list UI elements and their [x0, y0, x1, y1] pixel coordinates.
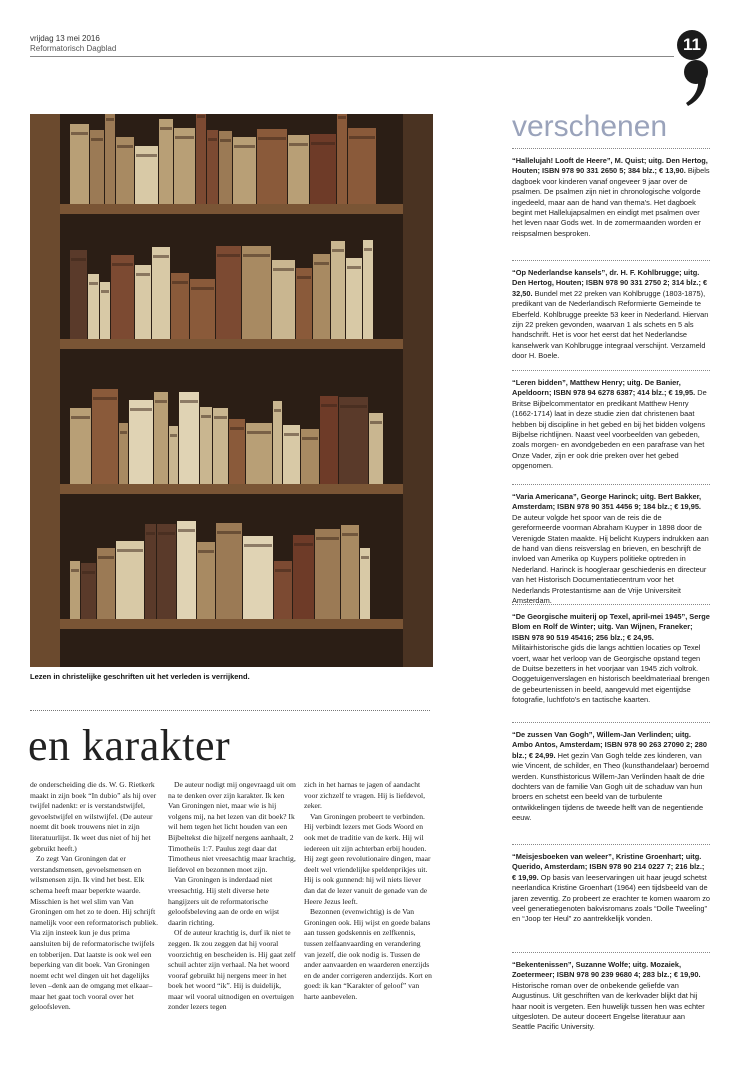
book-entry-body: Bijbels dagboek voor kinderen vanaf ongeveer 9 jaar over de psalmen. De psalmen zijn niet in chronologische volgorde ingedeeld, maar aan de hand van thema's. Het dagboek begint met Hallelujapsalmen en eindigt met psalmen over het leven naar Gods wet. In de zomermaanden worden er reispsalmen besproken.	[512, 166, 710, 238]
entry-divider	[512, 370, 710, 371]
book-spine	[257, 129, 287, 204]
issue-date: vrijdag 13 mei 2016	[30, 34, 100, 43]
book-entry-body: Het gezin Van Gogh telde zes kinderen, van wie Vincent, de schilder, en Theo (kunsthandelaar) beroemd werden. Kunsthistoricus Willem-Jan Verlinden haalt de drie dochters van de familie Van Gogh uit de schaduw van hun broers en schetst een beeld van de turbulente ontwikkelingen tijdens de tweede helft van de negentiende eeuw.	[512, 750, 709, 823]
book-spine	[337, 114, 347, 204]
book-spine	[129, 400, 153, 484]
article-paragraph: Of de auteur krachtig is, durf ik niet te zeggen. Ik zou zeggen dat hij vooral voorzichtig en bescheiden is. Hij gaat zelf schuil achter zijn verhaal. Na het woord vooraf gebruikt hij nergens meer in het boek het woord “ik”. Hij is duidelijk, maar wil vooral uitnodigen en overtuigen zonder lezers tegen	[168, 928, 296, 1012]
page-number: 11	[677, 30, 707, 60]
section-title: verschenen	[512, 110, 668, 143]
book-spine	[145, 524, 156, 619]
book-entry	[512, 378, 710, 472]
article-paragraph: Van Groningen is inderdaad niet vreesachtig. Hij stelt diverse hete hangijzers uit de reformatorische geloofsbeleving aan de orde en wijst daarin richting.	[168, 875, 280, 927]
book-spine	[196, 114, 206, 204]
book-spine	[207, 130, 218, 204]
book-entry	[512, 612, 710, 706]
entry-divider	[512, 604, 710, 605]
book-spine	[92, 389, 118, 484]
article-column-1	[30, 780, 158, 1013]
entry-divider	[512, 260, 710, 261]
book-spine	[339, 397, 368, 484]
article-paragraph: de onderscheiding die ds. W. G. Rietkerk maakt in zijn boek “In dubio” als hij over twijfel nadenkt: er is verstandstwijfel, gevoelstwijfel en wilstwijfel. (De auteur noemt dit boek trouwens niet in zijn literatuurlijst. Ik weet dus niet of hij het gebruikt heeft.)	[30, 780, 157, 853]
book-entry-title: “De Georgische muiterij op Texel, april-mei 1945”, Serge Blom en Rolf de Winter; uitg. Van Wijnen, Franeker; ISBN 978 90 519 45416; 256 blz.; € 24,95.	[512, 612, 710, 642]
book-entry	[512, 960, 710, 1033]
book-spine	[293, 535, 314, 619]
article-top-rule	[30, 710, 430, 711]
book-entry-body: Militairhistorische gids die langs achttien locaties op Texel voert, waar het verloop van de Georgische opstand tegen de Duitse bezetters in het voorjaar van 1945 zich voltrok. Ooggetuigenverslagen en historisch beeldmateriaal brengen de gebeurtenissen in beeld, aangevuld met eigentijdse fotografie, luchtfoto's en tactische kaarten.	[512, 643, 710, 705]
book-spine	[90, 130, 104, 204]
book-spine	[116, 541, 144, 619]
entry-divider	[512, 844, 710, 845]
book-spine	[315, 529, 340, 619]
book-spine	[177, 521, 196, 619]
book-entry-title: “Bekentenissen”, Suzanne Wolfe; uitg. Mozaiek, Zoetermeer; ISBN 978 90 239 9680 4; 283 blz.; € 19,90.	[512, 960, 701, 980]
book-entry-title: “De zussen Van Gogh”, Willem-Jan Verlinden; uitg. Ambo Antos, Amsterdam; ISBN 978 90 263 27090 2; 280 blz.; € 24,99.	[512, 730, 707, 760]
photo-caption: Lezen in christelijke geschriften uit het verleden is verrijkend.	[30, 672, 250, 681]
book-spine	[363, 240, 373, 339]
article-paragraph: Bezonnen (evenwichtig) is de Van Groningen ook. Hij wijst en goede balans aan tussen godskennis en zelfkennis, tussen zelfaanvaarding en verandering van jezelf, die ook nodig is. Tussen de ander aanvaarden en waarderen enerzijds en de ander corrigeren anderzijds. Kort en goed: ik kan “Karakter of geloof” van harte aanbevelen.	[304, 907, 432, 1001]
book-spine	[348, 128, 376, 204]
book-entry-body: De auteur volgde het spoor van de reis die de gereformeerde voorman Abraham Kuyper in 1898 door de Verenigde Staten maakte. Hij belicht Kuypers indrukken aan de hand van diens reisverslag en brieven, en beschrijft de invloed van Amerika op Kuypers politieke optreden in Nederland. Harinck is hoogleraar geschiedenis en directeur van het Historisch Documentatiecentrum voor het Nederlands Protestantisme aan de Vrije Universiteit Amsterdam.	[512, 512, 709, 606]
book-entry-body: Op basis van leeservaringen uit haar jeugd schetst neerlandica Kristine Groenhart (1964) een tijdsbeeld van de jaren zeventig. Zo probeert ze erachter te komen waarom zo veel generatiegenoten bakvisromans zoals “Dolle Tweeling” en “Joop ter Heul” zo aantrekkelijk vonden.	[512, 872, 711, 924]
book-entry	[512, 492, 710, 606]
book-entry-body: Bundel met 22 preken van Kohlbrugge (1803-1875), predikant van de Nederlandisch Reformierte Gemeinde te Eberfeld. Kohlbrugge preekte 53 keer in Nederland. Hiervan zijn 22 preken gevonden, waarvan 1 als schets en 5 als handschrift. Het is voor het eerst dat het Nederlandse kanselwerk van Kohlbrugge integraal verschijnt. Verzameld door H. Boele.	[512, 288, 709, 361]
book-spine	[313, 254, 330, 339]
book-entry	[512, 852, 710, 925]
book-spine	[159, 119, 173, 204]
book-entry	[512, 156, 710, 239]
book-spine	[154, 392, 168, 484]
book-spine	[152, 247, 170, 339]
header-rule	[30, 56, 674, 57]
book-spine	[331, 241, 345, 339]
book-entry-title: “Meisjesboeken van weleer”, Kristine Groenhart; uitg. Querido, Amsterdam; ISBN 978 90 214 0227 7; 216 blz.; € 19,99.	[512, 852, 705, 882]
book-spine	[341, 525, 359, 619]
article-column-2	[168, 780, 296, 1013]
entry-divider	[512, 148, 710, 149]
article-paragraph: De auteur nodigt mij ongevraagd uit om na te denken over zijn karakter. Ik ken Van Groningen niet, maar wie is hij volgens mij, na het lezen van dit boek? Ik wil hem tegen het licht houden van een Bijbeltekst die hijzelf nergens aanhaalt, 2 Timotheüs 1:7. Paulus zegt daar dat Timotheus niet vreesachtig maar krachtig, liefdevol en bezonnen moet zijn.	[168, 780, 296, 874]
book-spine	[213, 408, 228, 484]
book-entry	[512, 730, 710, 824]
article-column-3	[304, 780, 432, 1002]
article-headline: en karakter	[28, 721, 231, 770]
book-spine	[157, 524, 176, 619]
entry-divider	[512, 722, 710, 723]
book-spine	[200, 407, 212, 484]
book-entry	[512, 268, 710, 362]
book-spine	[243, 536, 273, 619]
book-spine	[346, 258, 362, 339]
article-paragraph: Zo zegt Van Groningen dat er verstandsmensen, gevoelsmensen en wilsmensen zijn. Ik vind het best. Elk schema heeft maar beperkte waarde. Misschien is het wel slim van Van Groningen om het zo te doen. Hij schrijft namelijk voor een reformatorisch publiek. Via zijn insteek kun je dus prima aansluiten bij de reformatorische twijfels en tobberijen. Dat laatste is ook wel een beperking van dit boek. Van Groningen noemt echt wel dingen uit het dagelijks leven –denk aan de omgang met elkaar– maar het gaat toch vooral over het geloofsleven.	[30, 854, 158, 1012]
book-spine	[273, 401, 282, 484]
book-spine	[70, 124, 89, 204]
book-spine	[105, 114, 115, 204]
bookshelf-photo	[30, 114, 433, 667]
book-spine	[111, 255, 134, 339]
book-spine	[242, 246, 271, 339]
book-entry-title: “Op Nederlandse kansels”, dr. H. F. Kohlbrugge; uitg. Den Hertog, Houten; ISBN 978 90 331 2750 2; 314 blz.; € 32,50.	[512, 268, 708, 298]
book-spine	[70, 250, 87, 339]
book-spine	[272, 260, 295, 339]
book-spine	[179, 392, 199, 484]
book-spine	[135, 265, 151, 339]
article-paragraph: Van Groningen probeert te verbinden. Hij verbindt lezers met Gods Woord en ook met de traditie van de kerk. Hij wil iedereen uit zijn achterban erbij houden. Hij zegt geen revolutionaire dingen, maar deelt wel vriendelijke speldenprikjes uit. Hij is ook gunnend: hij wil niets liever dan dat de lezer vanuit de genade van de Heere Jezus leeft.	[304, 811, 431, 906]
book-entry-title: “Leren bidden”, Matthew Henry; uitg. De Banier, Apeldoorn; ISBN 978 94 6278 6387; 414 blz.; € 19,95.	[512, 378, 698, 398]
book-spine	[216, 246, 241, 339]
book-spine	[174, 128, 195, 204]
newspaper-name: Reformatorisch Dagblad	[30, 44, 117, 53]
article-paragraph: zich in het harnas te jagen of aandacht voor zichzelf te vragen. Hij is liefdevol, zeker.	[304, 780, 426, 811]
comma-logo-icon	[680, 58, 712, 108]
book-spine	[216, 523, 242, 619]
book-spine	[197, 542, 215, 619]
book-entry-body: De Britse Bijbelcommentator en predikant Matthew Henry (1662-1714) laat in deze studie zien dat christenen baat hebben bij discipline in het gebed en bij het bidden volgens Bijbelse richtlijnen. Naast veel voorbeelden van gebeden, zoals morgen- en avondgebeden en een parafrase van het Onze Vader, zijn er ook drie preken over het gebed opgenomen.	[512, 388, 707, 471]
entry-divider	[512, 952, 710, 953]
book-entry-body: Historische roman over de onbekende geliefde van Augustinus. Uit geschriften van de kerkvader blijkt dat hij haar nooit is vergeten. Een huwelijk tussen hen was echter uitgesloten. De auteur doceert Engelse literatuur aan Seattle Pacific University.	[512, 980, 705, 1032]
entry-divider	[512, 484, 710, 485]
book-spine	[320, 396, 338, 484]
book-entry-title: “Varia Americana”, George Harinck; uitg. Bert Bakker, Amsterdam; ISBN 978 90 351 4456 9; 184 blz.; € 19,95.	[512, 492, 702, 512]
book-entry-title: “Hallelujah! Looft de Heere”, M. Quist; uitg. Den Hertog, Houten; ISBN 978 90 331 2650 5; 384 blz.; € 13,90.	[512, 156, 708, 176]
book-spine	[70, 408, 91, 484]
